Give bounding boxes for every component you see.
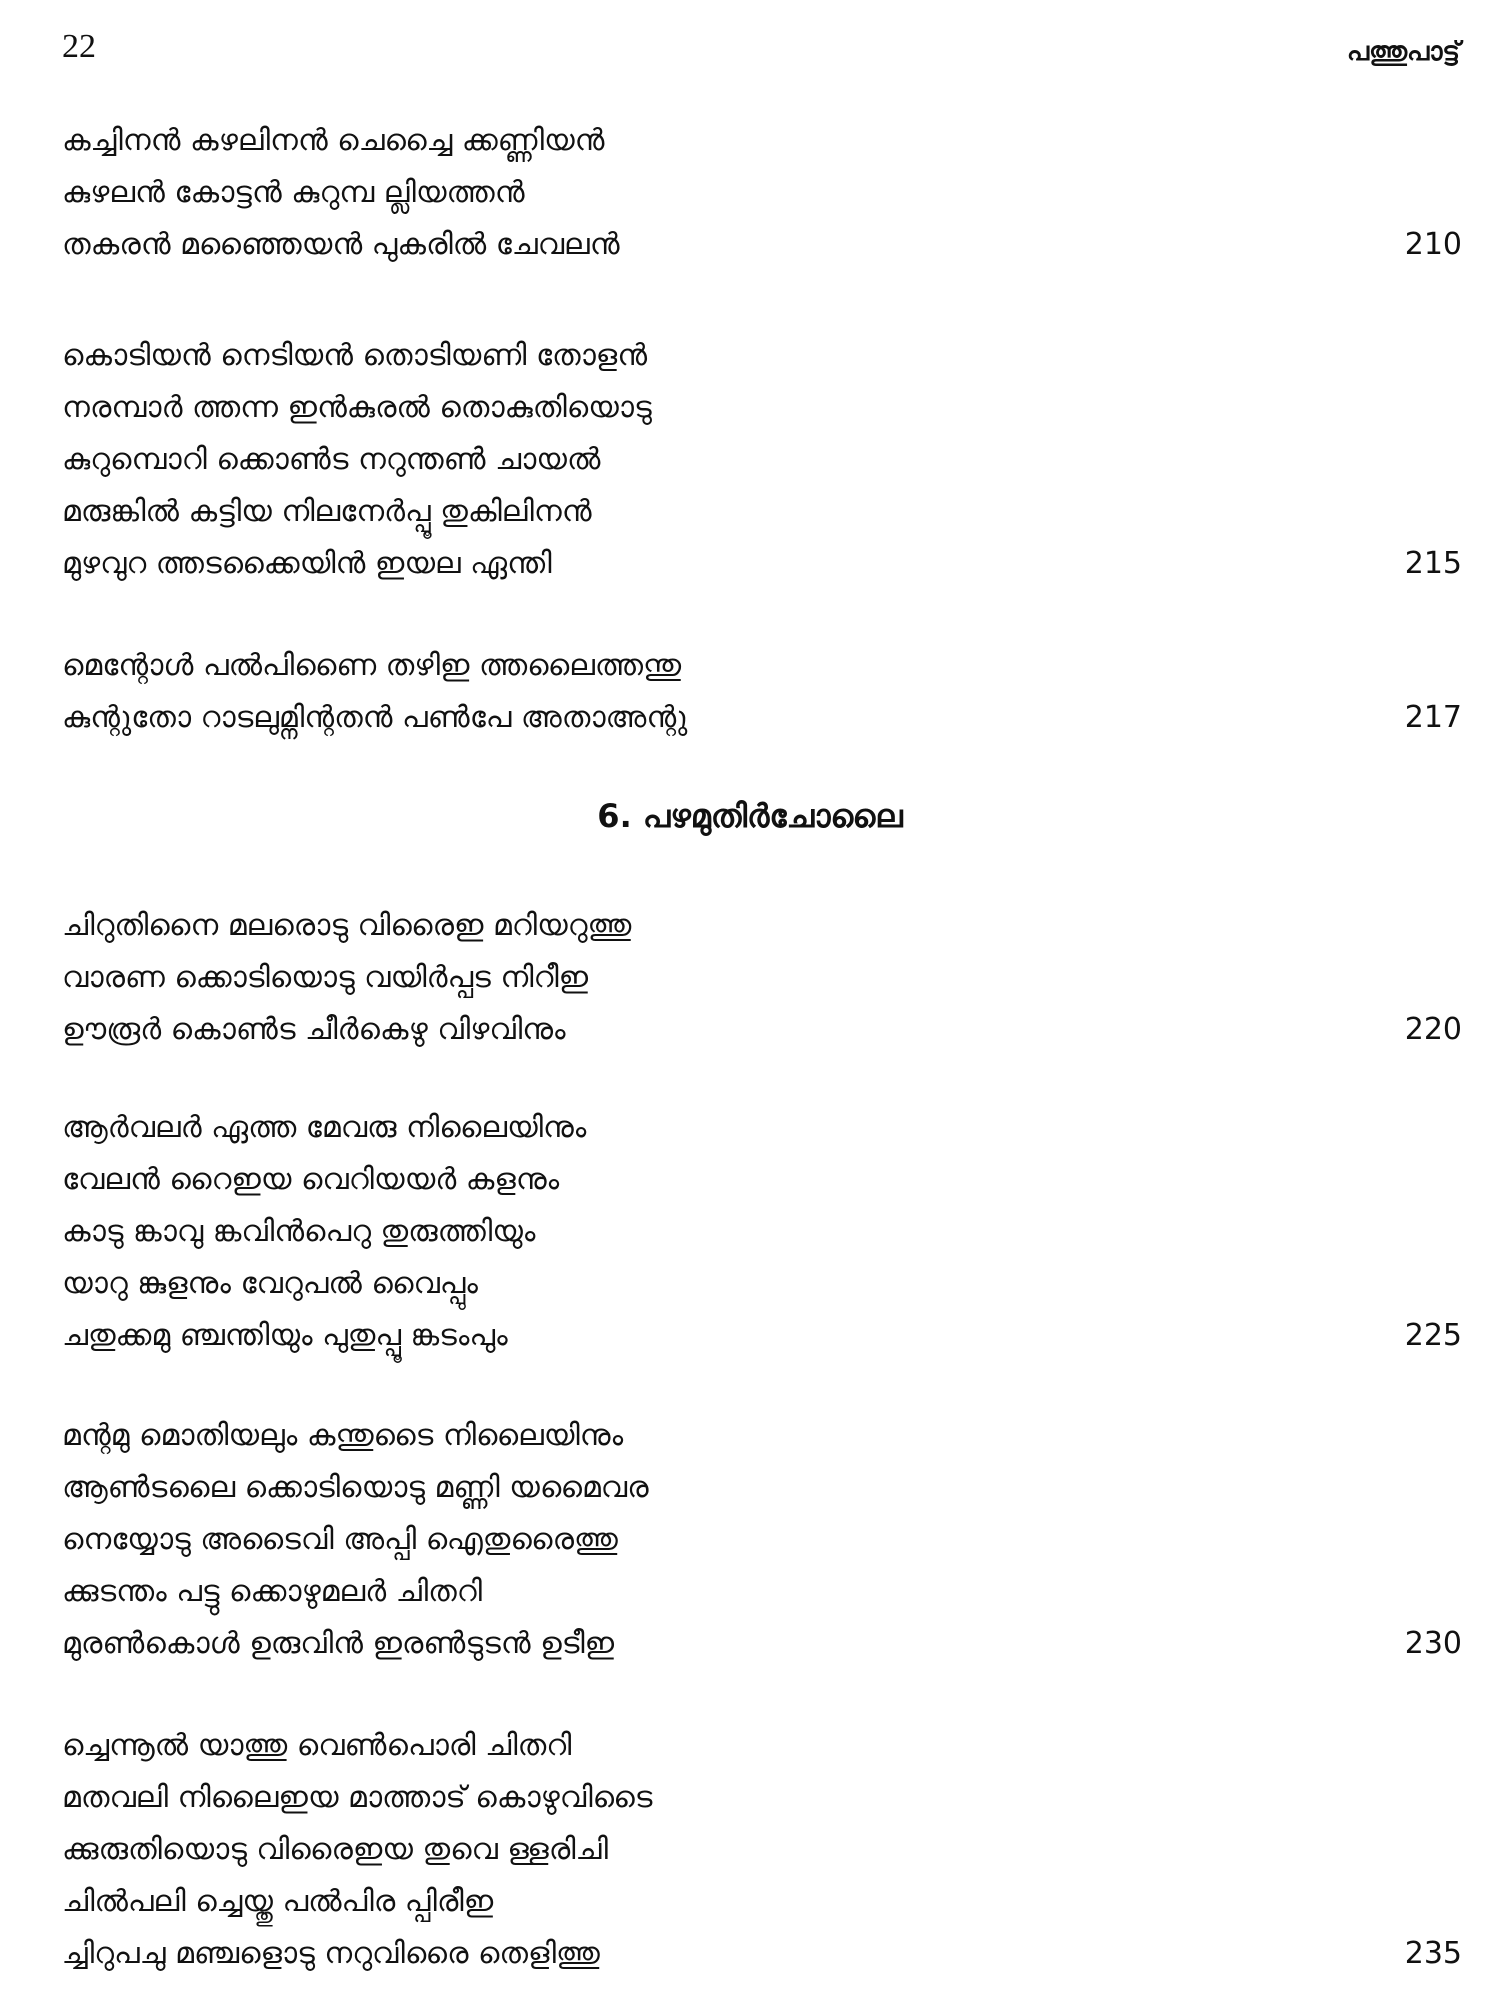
verse-line <box>62 692 1462 744</box>
verse-line <box>62 1772 1462 1824</box>
stanza <box>62 900 1462 1056</box>
verse-line <box>62 1258 1462 1310</box>
line-number: 217 <box>1404 700 1462 735</box>
verse-line <box>62 382 1462 434</box>
verse-line <box>62 900 1462 952</box>
verse-text: കുഴലൻ കോട്ടൻ കുറുമ്പ ല്ലിയത്തൻ <box>62 175 525 210</box>
verse-line <box>62 1514 1462 1566</box>
verse-line <box>62 1206 1462 1258</box>
verse-text: ഊരൂർ കൊൺട ചീർകെഴു വിഴവിനും <box>62 1012 566 1047</box>
section-heading: 6. പഴമുതിർചോലൈ <box>597 797 903 835</box>
verse-text: കച്ചിനൻ കഴലിനൻ ചെച്ചൈ ക്കണ്ണിയൻ <box>62 123 605 158</box>
verse-line <box>62 1310 1462 1362</box>
verse-text: ക്കുടന്തം പട്ടു ക്കൊഴുമലർ ചിതറി <box>62 1574 482 1609</box>
verse-text: നെയ്യോടു അടൈവി അപ്പി ഐതുരൈത്തു <box>62 1522 618 1557</box>
verse-line <box>62 538 1462 590</box>
verse-text: ച്ചെന്നൂൽ യാത്തു വെൺപൊരി ചിതറി <box>62 1728 572 1763</box>
verse-line <box>62 1462 1462 1514</box>
verse-line <box>62 1720 1462 1772</box>
stanza <box>62 330 1462 590</box>
verse-text: തകരൻ മഞ്ഞൈയൻ പുകരിൽ ചേവലൻ <box>62 227 620 262</box>
verse-line <box>62 1824 1462 1876</box>
verse-line <box>62 640 1462 692</box>
verse-text: മതവലി നിലൈഇയ മാത്താട് കൊഴുവിടൈ <box>62 1780 653 1815</box>
verse-line <box>62 1928 1462 1980</box>
verse-text: മുരൺകൊൾ ഉരുവിൻ ഇരൺടുടൻ ഉടീഇ <box>62 1626 615 1661</box>
verse-text: വേലൻ റൈഇയ വെറിയയർ കളനും <box>62 1162 560 1197</box>
verse-text: വാരണ ക്കൊടിയൊടു വയിർപ്പട നിറീഇ <box>62 960 589 995</box>
verse-line <box>62 486 1462 538</box>
stanza <box>62 1720 1462 1980</box>
verse-text: ച്ചിറുപചു മഞ്ചളൊടു നറുവിരൈ തെളിത്തു <box>62 1936 600 1971</box>
verse-line <box>62 434 1462 486</box>
verse-line <box>62 1154 1462 1206</box>
stanza <box>62 640 1462 744</box>
page-number: 22 <box>62 28 96 65</box>
verse-line <box>62 1102 1462 1154</box>
verse-text: മരുങ്കിൽ കട്ടിയ നിലനേർപ്പൂ തുകിലിനൻ <box>62 494 592 529</box>
verse-text: യാറു ങ്കുളനും വേറുപൽ വൈപ്പും <box>62 1266 478 1301</box>
verse-line <box>62 167 1462 219</box>
verse-line <box>62 1876 1462 1928</box>
verse-text: കാടു ങ്കാവു ങ്കവിൻപെറു തുരുത്തിയും <box>62 1214 536 1249</box>
line-number: 225 <box>1404 1318 1462 1353</box>
verse-text: മെന്റോൾ പൽപിണൈ തഴിഇ ത്തലൈത്തന്തു <box>62 648 682 683</box>
verse-text: കുറുമ്പൊറി ക്കൊൺട നറുന്തൺ ചായൽ <box>62 442 601 477</box>
verse-line <box>62 1566 1462 1618</box>
verse-line <box>62 330 1462 382</box>
verse-line <box>62 219 1462 271</box>
verse-text: കൊടിയൻ നെടിയൻ തൊടിയണി തോളൻ <box>62 338 648 373</box>
verse-line <box>62 952 1462 1004</box>
verse-text: ചിറുതിനൈ മലരൊടു വിരൈഇ മറിയറുത്തു <box>62 908 632 943</box>
stanza <box>62 1410 1462 1670</box>
line-number: 230 <box>1404 1626 1462 1661</box>
verse-text: ചതുക്കമു ഞ്ചന്തിയും പുതുപ്പൂ ങ്കടംപും <box>62 1318 508 1353</box>
line-number: 215 <box>1404 546 1462 581</box>
stanza <box>62 115 1462 271</box>
verse-line <box>62 1410 1462 1462</box>
line-number: 220 <box>1404 1012 1462 1047</box>
line-number: 210 <box>1404 227 1462 262</box>
verse-text: ക്കുരുതിയൊടു വിരൈഇയ തുവെ ള്ളരിചി <box>62 1832 608 1867</box>
verse-text: ആർവലർ ഏത്ത മേവരു നിലൈയിനും <box>62 1110 587 1145</box>
stanza <box>62 1102 1462 1362</box>
verse-text: മുഴവുറ ത്തടക്കൈയിൻ ഇയല ഏന്തി <box>62 546 552 581</box>
verse-text: നരമ്പാർ ത്തന്ന ഇൻകുരൽ തൊകുതിയൊടു <box>62 390 652 425</box>
verse-text: മന്റമു മൊതിയലും കന്തുടൈ നിലൈയിനും <box>62 1418 624 1453</box>
running-title: പത്തുപാട്ട് <box>1346 37 1460 67</box>
verse-line <box>62 115 1462 167</box>
verse-line <box>62 1618 1462 1670</box>
verse-text: കുന്റുതോ റാടലുമ്നിന്റതൻ പൺപേ അതാഅന്റു <box>62 700 688 735</box>
verse-text: ചിൽപലി ച്ചെയ്തു പൽപിര പ്പിരീഇ <box>62 1884 494 1919</box>
line-number: 235 <box>1404 1936 1462 1971</box>
verse-text: ആൺടലൈ ക്കൊടിയൊടു മണ്ണി യമൈവര <box>62 1470 649 1505</box>
verse-line <box>62 1004 1462 1056</box>
